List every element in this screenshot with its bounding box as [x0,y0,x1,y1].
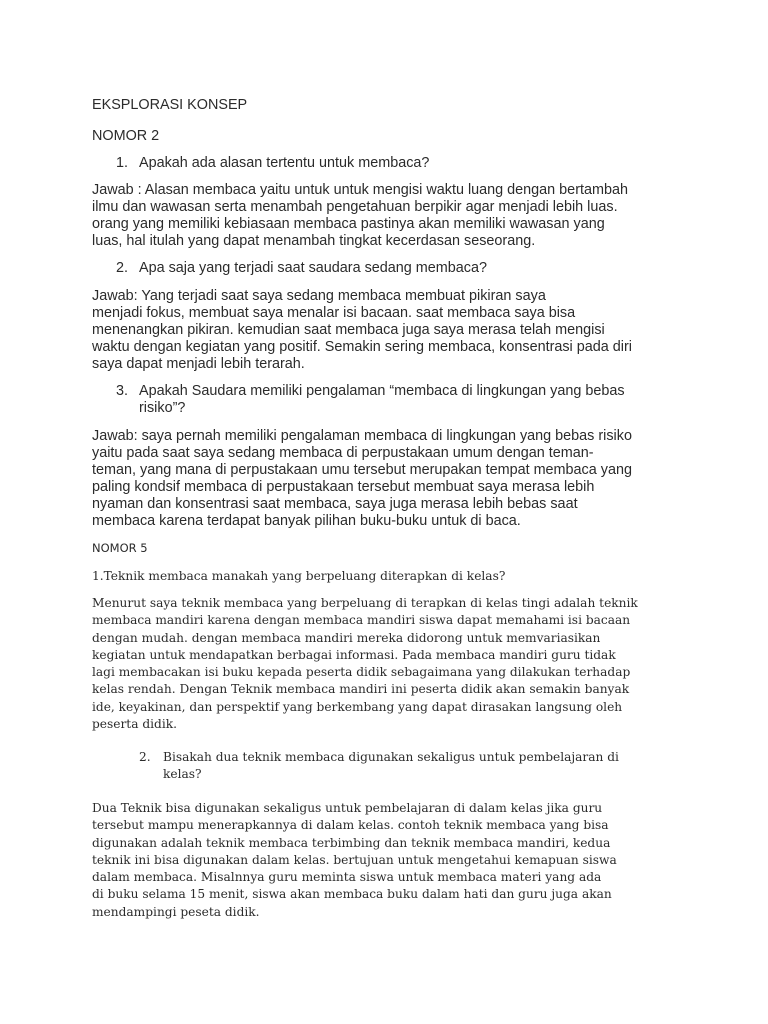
answer-line: digunakan adalah teknik membaca terbimbing dan teknik membaca mandiri, kedua [92,835,611,850]
answer-line: dengan mudah. dengan membaca mandiri mereka didorong untuk memvariasikan [92,630,601,645]
answer-paragraph [92,428,692,530]
answer-line: lagi membacakan isi buku kepada peserta didik sebagaimana yang dilakukan terhadap [92,665,631,680]
question-number: 3. [116,383,129,399]
answer-line: dalam membaca. Misalnnya guru meminta siswa untuk membaca materi yang ada [92,870,602,885]
answer-line: nyaman dan konsentrasi saat membaca, saya juga merasa lebih bebas saat [92,496,578,512]
answer-line: membaca mandiri karena dengan membaca mandiri siswa dapat memahami isi bacaan [92,613,631,628]
answer-line: teman, yang mana di perpustakaan umu tersebut merupakan tempat membaca yang [92,462,632,478]
section-heading-nomor-2: NOMOR 2 [92,128,160,144]
answer-line: ide, keyakinan, dan perspektif yang berkembang yang dapat dirasakan langsung oleh [92,699,623,714]
answer-line: membaca karena terdapat banyak pilihan buku-buku untuk di baca. [92,513,521,529]
answer-line: tersebut mampu menerapkannya di dalam kelas. contoh teknik membaca yang bisa [92,818,609,833]
answer-line: ilmu dan wawasan serta menambah pengetahuan berpikir agar menjadi lebih luas. [92,199,618,215]
answer-line: waktu dengan kegiatan yang positif. Semakin sering membaca, konsentrasi pada diri [92,339,632,355]
answer-line: kegiatan untuk mendapatkan berbagai informasi. Pada membaca mandiri guru tidak [92,647,616,662]
question-number: 2. [116,260,129,276]
question-text: 1.Teknik membaca manakah yang berpeluang diterapkan di kelas? [92,569,506,583]
question-text: Bisakah dua teknik membaca digunakan sekaligus untuk pembelajaran di [163,750,619,764]
answer-line: menjadi fokus, membuat saya menalar isi bacaan. saat membaca saya bisa [92,305,576,321]
answer-line: luas, hal itulah yang dapat menambah tingkat kecerdasan seseorang. [92,233,536,249]
question-text: Apakah ada alasan tertentu untuk membaca? [139,155,430,171]
question-text-continued: kelas? [163,767,202,781]
answer-line: paling kondsif membaca di perpustakaan tersebut membuat saya merasa lebih [92,479,595,495]
answer-line: teknik ini bisa digunakan dalam kelas. bertujuan untuk mengetahui kemapuan siswa [92,852,617,867]
answer-line: menenangkan pikiran. kemudian saat membaca juga saya merasa telah mengisi [92,322,605,338]
answer-line: yaitu pada saat saya sedang membaca di perpustakaan umum dengan teman- [92,445,594,461]
answer-paragraph [92,595,692,733]
answer-line: mendampingi peseta didik. [92,904,260,919]
document-title: EKSPLORASI KONSEP [92,97,248,113]
answer-line: Jawab: Yang terjadi saat saya sedang membaca membuat pikiran saya [92,288,546,304]
question-number: 2. [139,750,151,764]
answer-line: Jawab: saya pernah memiliki pengalaman membaca di lingkungan yang bebas risiko [92,428,632,444]
answer-line: Dua Teknik bisa digunakan sekaligus untuk pembelajaran di dalam kelas jika guru [92,801,603,815]
answer-paragraph [92,800,692,921]
answer-line: peserta didik. [92,717,178,732]
question-text-continued: risiko”? [139,400,186,416]
question-number: 1. [116,155,129,171]
answer-line: Menurut saya teknik membaca yang berpeluang di terapkan di kelas tingi adalah teknik [92,596,638,610]
question-text: Apakah Saudara memiliki pengalaman “membaca di lingkungan yang bebas [139,383,625,399]
question-text: Apa saja yang terjadi saat saudara sedang membaca? [139,260,487,276]
answer-line: Jawab : Alasan membaca yaitu untuk untuk mengisi waktu luang dengan bertambah [92,182,628,198]
section-heading-nomor-5: NOMOR 5 [92,541,148,555]
answer-line: orang yang memiliki kebiasaan membaca pastinya akan memiliki wawasan yang [92,216,605,232]
answer-paragraph [92,182,692,250]
answer-line: kelas rendah. Dengan Teknik membaca mandiri ini peserta didik akan semakin banyak [92,682,630,697]
answer-line: saya dapat menjadi lebih terarah. [92,356,305,372]
answer-paragraph [92,288,692,373]
answer-line: di buku selama 15 menit, siswa akan membaca buku dalam hati dan guru juga akan [92,887,612,902]
